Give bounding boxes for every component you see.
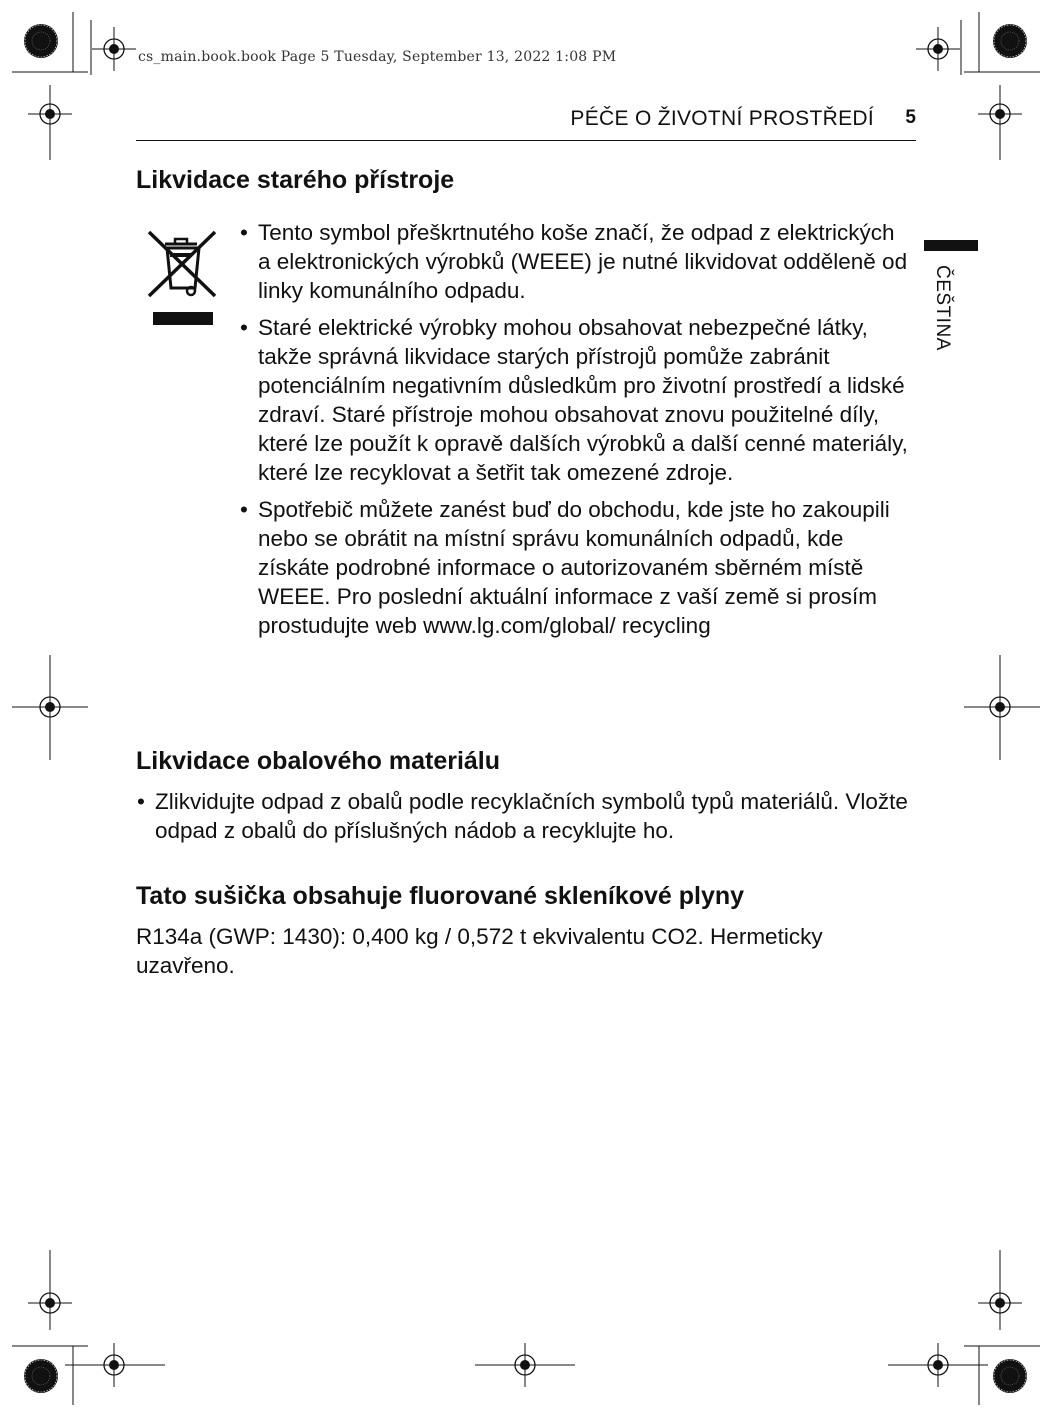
list-item: • Spotřebič můžete zanést buď do obchodu, kde jste ho zakoupili nebo se obrátit na místní správu komunálních odpadů, kde získáte podrobné informace o autorizovaném sběrném místě WEEE. Pro poslední aktuální informace z vaší země si prosím prostudujte web www.lg.com/global/ recycling (236, 495, 908, 640)
list-item: • Staré elektrické výrobky mohou obsahovat nebezpečné látky, takže správná likvidace starých přístrojů pomůže zabránit potenciálním negativním důsledkům pro životní prostředí a lidské zdraví. Staré přístroje mohou obsahovat znovu použitelné díly, které lze použít k opravě dalších výrobků a další cenné materiály, které lze recyklovat a šetřit tak omezené zdroje. (236, 313, 908, 487)
language-tab-bar (924, 240, 978, 251)
section-heading-old-appliance: Likvidace starého přístroje (136, 166, 455, 194)
list-item: • Zlikvidujte odpad z obalů podle recyklačních symbolů typů materiálů. Vložte odpad z obalů do příslušných nádob a recyklujte ho. (133, 787, 928, 845)
printer-info: cs_main.book.book Page 5 Tuesday, September 13, 2022 1:08 PM (138, 49, 617, 65)
section-heading-fluorinated-gases: Tato sušička obsahuje fluorované skleníkové plyny (136, 882, 745, 910)
page-number: 5 (905, 107, 916, 128)
bullet-list-packaging (133, 787, 928, 853)
list-item: • Tento symbol přeškrtnutého koše značí, že odpad z elektrických a elektronických výrobků (WEEE) je nutné likvidovat odděleně od linky komunálního odpadu. (236, 218, 908, 305)
language-tab-label: ČEŠTINA (932, 265, 953, 351)
header-title: PÉČE O ŽIVOTNÍ PROSTŘEDÍ (570, 107, 874, 130)
page-header (136, 104, 916, 141)
crossed-out-wheelie-bin-icon (145, 226, 221, 330)
bullet-list-old-appliance (236, 218, 908, 648)
section-heading-packaging: Likvidace obalového materiálu (136, 747, 501, 775)
fluorinated-gases-text: R134a (GWP: 1430): 0,400 kg / 0,572 t ekvivalentu CO2. Hermeticky uzavřeno. (136, 924, 823, 978)
